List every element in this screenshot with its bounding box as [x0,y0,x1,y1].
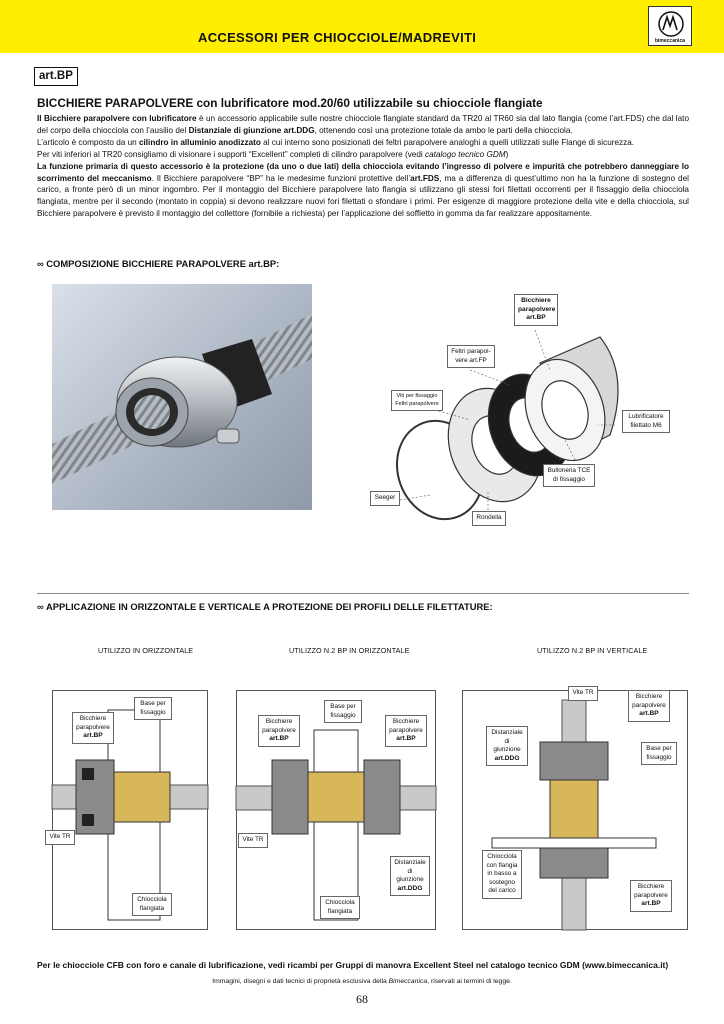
d3-label-bp-top: Bicchiere parapolvere art.BP [628,690,670,722]
d2-label-bp-left: Bicchiere parapolvere art.BP [258,715,300,747]
screw-photo-illustration [52,284,312,510]
d3-label-ddg: Distanziale di giunzione art.DDG [486,726,528,766]
d2-label-vite: Vite TR [238,833,268,848]
d1-label-base: Base per fissaggio [134,697,172,720]
header-bar [0,0,724,53]
text-run: La funzione primaria di questo accessorio è la protezione (da uno o due lati) della chiocciola evitando l’ingresso di polvere e impurità che potrebbero danneggiare lo scorrimento del meccanismo [37,161,689,183]
footer-note: Per le chiocciole CFB con foro e canale di lubrificazione, vedi ricambi per Gruppi di manovra Excellent Steel nel catalogo tecnico GDM (www.bimeccanica.it) [37,960,669,970]
paragraph [37,149,689,161]
company-logo [648,6,692,46]
caption-horizontal: UTILIZZO IN ORIZZONTALE [98,646,194,655]
d3-label-vite: Vite TR [568,686,598,701]
product-heading: BICCHIERE PARAPOLVERE con lubrificatore mod.20/60 utilizzabile su chiocciole flangiate [37,96,543,110]
text-run: art.FDS [410,173,440,183]
d2-label-ddg: Distanziale di giunzione art.DDG [390,856,430,896]
d3-label-chiocciola: Chiocciola con flangia in basso a sostegno del carico [482,850,522,899]
text-run: . Il Bicchiere parapolvere “BP” ha le medesime funzioni protettive dell’ [151,173,411,183]
paragraph [37,113,689,137]
text-run: è un accessorio applicabile sulle nostre chiocciole flangiate standard da TR20 al TR60 sia dal lato flangia (come l’art.FDS) che dal lato del corpo della chiocciola con l’ausilio del [37,114,689,135]
article-tag: art.BP [34,67,78,86]
d1-label-bp: Bicchiere parapolvere art.BP [72,712,114,744]
text-run: cilindro in alluminio anodizzato [138,137,261,147]
paragraph [37,137,689,149]
page-title: ACCESSORI PER CHIOCCIOLE/MADREVITI [198,30,477,45]
text-run: ) [505,149,509,159]
label-rondella: Rondella [472,511,506,526]
section-heading-composition: ∞ COMPOSIZIONE BICCHIERE PARAPOLVERE art.BP: [37,258,280,269]
d2-label-chiocciola: Chiocciola flangiata [320,896,360,919]
d2-label-base: Base per fissaggio [324,700,362,723]
text-run: L’articolo è composto da un [37,137,139,147]
text-run: catalogo tecnico GDM [425,149,506,159]
d3-label-bp-bottom: Bicchiere parapolvere art.BP [630,880,672,912]
section-heading-application: ∞ APPLICAZIONE IN ORIZZONTALE E VERTICALE A PROTEZIONE DEI PROFILI DELLE FILETTATURE: [37,601,493,612]
text-run: al cui interno sono posizionati dei feltri parapolvere analoghi a quelli utilizzati sulle Flange di sicurezza. [260,137,635,147]
product-photo [52,284,312,510]
caption-2bp-vertical: UTILIZZO N.2 BP IN VERTICALE [537,646,648,655]
text-run: , ma a differenza di quest’ultimo non ha la funzione di sostegno del carico, a fronte però di un minor ingombro. Per il montaggio del Bicchiere parapolvere lato flangia si utilizzano gli stessi fori filettati occorrenti per il fissaggio della chiocciola flangiata, mentre per il secondo (montato in coppia) si devono realizzare nuovi fori filettati o sfondare i primi. Per esigenze di maggiore protezione della vite e della chiocciola, sul Bicchiere parapolvere è previsto il montaggio del collettore (fornibile a richiesta) per l’applicazione del soffietto in gomma da far realizzare appositamente. [37,173,689,219]
text-run: , ottenendo così una protezione totale da ambo le parti della chiocciola. [314,125,573,135]
d3-label-base: Base per fissaggio [641,742,677,765]
label-feltri-fp: Feltri parapol- vere art.FP [447,345,495,368]
label-lubrificatore: Lubrificatore filettato M6 [622,410,670,433]
d1-label-chiocciola: Chiocciola flangiata [132,893,172,916]
section-divider [37,593,689,594]
text-run: Il Bicchiere parapolvere con lubrificatore [37,114,197,123]
logo-mark-icon [649,8,693,40]
label-bicchiere-bp: Bicchiere parapolvere art.BP [514,294,558,326]
logo-text: bimeccanica [654,38,686,44]
label-bulloneria: Bulloneria TCE di fissaggio [543,464,595,487]
page-number: 68 [356,992,368,1006]
d1-label-vite: Vite TR [45,830,75,845]
caption-2bp-horizontal: UTILIZZO N.2 BP IN ORIZZONTALE [289,646,410,655]
text-run: Distanziale di giunzione art.DDG [188,125,315,135]
label-viti-fissaggio: Viti per fissaggio Feltri parapolvere [391,390,443,411]
paragraph [37,161,689,221]
footer-rights: Immagini, disegni e dati tecnici di proprietà esclusiva della Bimeccanica, riservati ai termini di legge. [212,978,512,985]
d2-label-bp-right: Bicchiere parapolvere art.BP [385,715,427,747]
text-run: Per viti inferiori al TR20 consigliamo di visionare i supporti “Excellent” completi di cilindro parapolvere (vedi [37,149,426,159]
label-seeger: Seeger [370,491,400,506]
description-text [37,113,689,220]
